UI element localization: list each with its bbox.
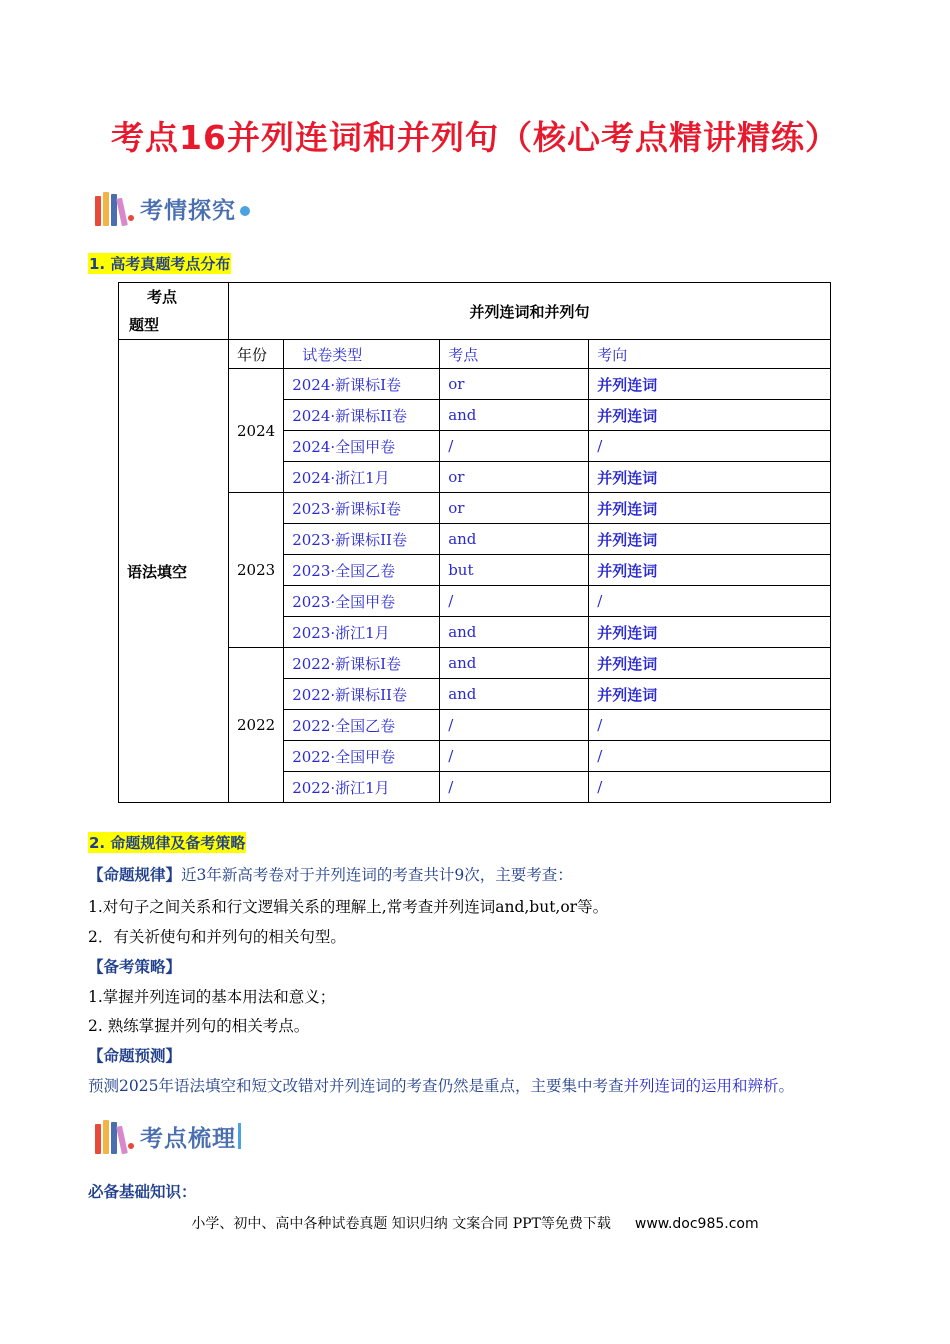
rule-line (88, 863, 573, 885)
point-cell: or (440, 493, 589, 524)
paper-cell: 2023·浙江1月 (284, 617, 440, 648)
strategy-item-2: 2. 熟练掌握并列句的相关考点。 (88, 1017, 310, 1035)
banner-kaodian (95, 1118, 241, 1154)
bar-icon (238, 1123, 241, 1149)
direction-cell: 并列连词 (589, 679, 831, 710)
header-corner (119, 283, 229, 340)
col-point: 考点 (440, 340, 589, 369)
page-title: 考点16并列连词和并列句（核心考点精讲精练） (111, 118, 839, 157)
paper-cell: 2022·新课标I卷 (284, 648, 440, 679)
point-cell: / (440, 710, 589, 741)
dot-icon (128, 215, 134, 221)
basic-knowledge: 必备基础知识： (88, 1183, 197, 1201)
point-cell: or (440, 369, 589, 400)
paper-cell: 2022·浙江1月 (284, 772, 440, 803)
rule-item-1: 1.对句子之间关系和行文逻辑关系的理解上,常考查并列连词and,but,or等。 (88, 898, 609, 916)
books-icon (95, 1118, 127, 1154)
banner-kaoqing (95, 190, 250, 226)
exam-table (118, 282, 831, 803)
direction-cell: 并列连词 (589, 524, 831, 555)
direction-cell: 并列连词 (589, 555, 831, 586)
direction-cell: 并列连词 (589, 617, 831, 648)
rule-text: 近3年新高考卷对于并列连词的考查共计9次，主要考查： (181, 866, 573, 884)
col-direction: 考向 (589, 340, 831, 369)
point-cell: and (440, 617, 589, 648)
section-heading-1: 1. 高考真题考点分布 (89, 255, 231, 273)
point-cell: / (440, 772, 589, 803)
point-cell: and (440, 679, 589, 710)
strategy-line (88, 955, 181, 977)
point-cell: but (440, 555, 589, 586)
paper-cell: 2022·全国甲卷 (284, 741, 440, 772)
rule-label: 【命题规律】 (88, 866, 182, 884)
direction-cell: / (589, 741, 831, 772)
header-title: 并列连词和并列句 (229, 283, 831, 340)
direction-cell: 并列连词 (589, 648, 831, 679)
year-cell: 2023 (229, 493, 284, 648)
point-cell: and (440, 648, 589, 679)
paper-cell: 2023·全国乙卷 (284, 555, 440, 586)
direction-cell: 并列连词 (589, 462, 831, 493)
strategy-label: 【备考策略】 (88, 958, 182, 976)
direction-cell: / (589, 772, 831, 803)
point-cell: / (440, 431, 589, 462)
footer-url[interactable]: www.doc985.com (634, 1216, 759, 1232)
header-tixing: 题型 (129, 316, 160, 334)
predict-text: 预测2025年语法填空和短文改错对并列连词的考查仍然是重点，主要集中考查并列连词的运用和辨析。 (88, 1077, 794, 1095)
strategy-item-1: 1.掌握并列连词的基本用法和意义； (88, 988, 336, 1006)
paper-cell: 2024·新课标II卷 (284, 400, 440, 431)
direction-cell: / (589, 586, 831, 617)
direction-cell: 并列连词 (589, 493, 831, 524)
footer (0, 1213, 950, 1233)
direction-cell: / (589, 431, 831, 462)
year-cell: 2024 (229, 369, 284, 493)
paper-cell: 2024·全国甲卷 (284, 431, 440, 462)
col-year: 年份 (229, 340, 284, 369)
paper-cell: 2023·新课标I卷 (284, 493, 440, 524)
paper-cell: 2022·新课标II卷 (284, 679, 440, 710)
header-kaodian: 考点 (147, 288, 178, 306)
books-icon (95, 190, 127, 226)
dot-icon (240, 206, 250, 216)
footer-text: 小学、初中、高中各种试卷真题 知识归纳 文案合同 PPT等免费下载 (191, 1216, 611, 1232)
section-heading-2: 2. 命题规律及备考策略 (89, 834, 246, 852)
point-cell: / (440, 586, 589, 617)
predict-label: 【命题预测】 (88, 1047, 182, 1065)
point-cell: / (440, 741, 589, 772)
col-paper: 试卷类型 (284, 340, 440, 369)
paper-cell: 2024·浙江1月 (284, 462, 440, 493)
banner-label: 考情探究 (140, 197, 236, 224)
direction-cell: 并列连词 (589, 369, 831, 400)
banner-label: 考点梳理 (140, 1125, 236, 1152)
point-cell: and (440, 400, 589, 431)
direction-cell: 并列连词 (589, 400, 831, 431)
point-cell: and (440, 524, 589, 555)
dot-icon (128, 1143, 134, 1149)
paper-cell: 2023·全国甲卷 (284, 586, 440, 617)
paper-cell: 2022·全国乙卷 (284, 710, 440, 741)
paper-cell: 2024·新课标I卷 (284, 369, 440, 400)
predict-line (88, 1044, 181, 1066)
point-cell: or (440, 462, 589, 493)
direction-cell: / (589, 710, 831, 741)
question-type: 语法填空 (119, 340, 229, 803)
year-cell: 2022 (229, 648, 284, 803)
rule-item-2: 2．有关祈使句和并列句的相关句型。 (88, 928, 346, 946)
paper-cell: 2023·新课标II卷 (284, 524, 440, 555)
